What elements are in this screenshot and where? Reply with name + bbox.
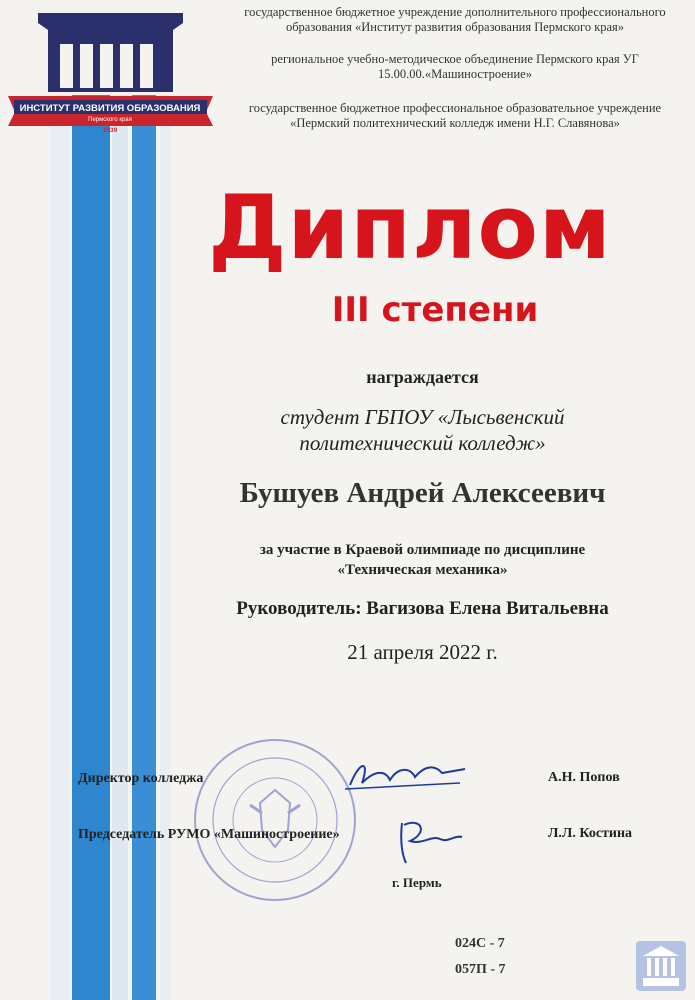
logo-text: ИНСТИТУТ РАЗВИТИЯ ОБРАЗОВАНИЯ	[19, 103, 201, 114]
college-logo-icon	[635, 940, 687, 992]
registration-code: 057П - 7	[455, 962, 506, 977]
awarded-label: награждается	[366, 367, 479, 387]
header-organizer-2: региональное учебно-методическое объединение Пермского края УГ 15.00.00.«Машиностроение»	[271, 52, 639, 81]
decor-stripe	[160, 95, 170, 1000]
signatory-title-chairman: Председатель РУМО «Машиностроение»	[78, 827, 340, 842]
institute-logo	[8, 8, 213, 133]
student-info: студент ГБПОУ «Лысьвенский политехнический колледж»	[280, 405, 565, 455]
supervisor: Руководитель: Вагизова Елена Витальевна	[236, 598, 609, 619]
header-organizer-3: государственное бюджетное профессиональное образовательное учреждение «Пермский политехнический колледж имени Н.Г. Славянова»	[248, 101, 662, 130]
official-stamp	[190, 735, 360, 905]
diploma-title: Диплом	[208, 176, 612, 279]
award-reason: за участие в Краевой олимпиаде по дисциплине «Техническая механика»	[259, 542, 586, 578]
chairman-signature	[392, 815, 467, 867]
header-organizer-1: государственное бюджетное учреждение дополнительного профессионального образования «Институт развития образования Пермского края»	[244, 5, 666, 34]
signatory-title-director: Директор колледжа	[78, 771, 204, 786]
signatory-name-director: А.Н. Попов	[548, 770, 620, 785]
registration-code: 024С - 7	[455, 936, 505, 951]
award-date: 21 апреля 2022 г.	[347, 640, 498, 664]
recipient-name: Бушуев Андрей Алексеевич	[239, 477, 606, 509]
logo-year: 1939	[102, 127, 118, 133]
decor-stripe	[132, 95, 156, 1000]
decor-stripe	[50, 95, 70, 1000]
city-label: г. Пермь	[392, 875, 442, 890]
director-signature	[340, 755, 470, 795]
decor-stripe	[112, 95, 128, 1000]
decor-stripe	[72, 95, 110, 1000]
diploma-degree: III степени	[331, 290, 539, 330]
logo-subtext: Пермского края	[88, 117, 132, 123]
signatory-name-chairman: Л.Л. Костина	[548, 826, 633, 841]
